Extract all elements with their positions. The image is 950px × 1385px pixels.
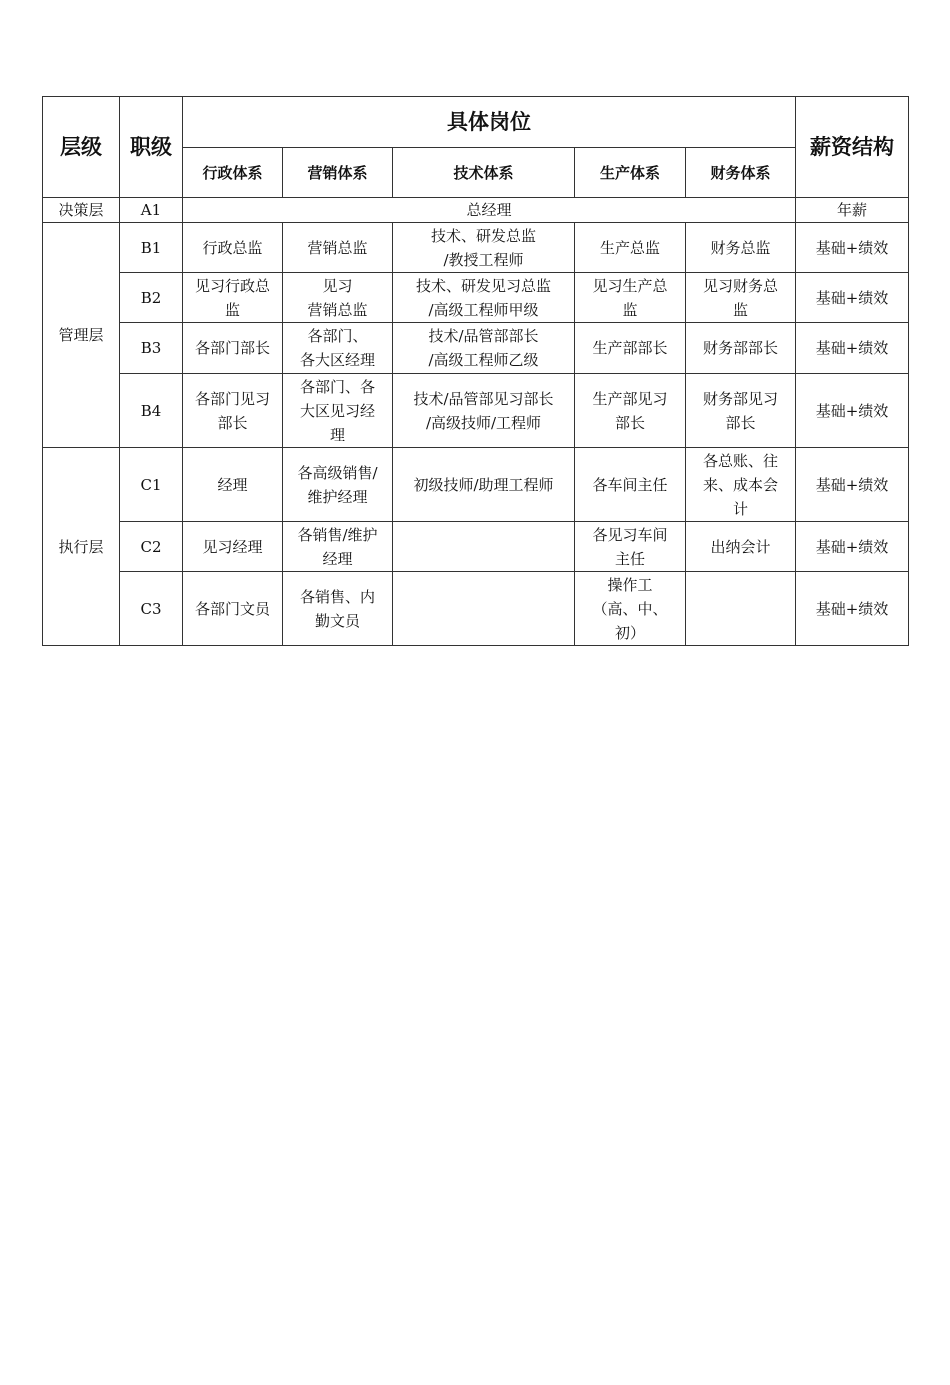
prod-cell: 各车间主任 — [575, 448, 686, 522]
salary-structure-table — [42, 96, 909, 646]
grade-cell: B1 — [120, 223, 183, 273]
tech-cell: 技术/品管部见习部长 /高级技师/工程师 — [393, 374, 575, 448]
fin-cell: 财务部见习 部长 — [686, 374, 796, 448]
tech-cell: 技术、研发见习总监 /高级工程师甲级 — [393, 273, 575, 323]
fin-cell: 各总账、往 来、成本会 计 — [686, 448, 796, 522]
salary-cell: 基础+绩效 — [796, 374, 909, 448]
prod-cell: 生产部部长 — [575, 323, 686, 374]
salary-cell: 基础+绩效 — [796, 323, 909, 374]
level-cell: 决策层 — [43, 198, 120, 223]
admin-cell: 各部门见习 部长 — [183, 374, 283, 448]
header-row-top — [43, 97, 909, 148]
prod-cell: 见习生产总 监 — [575, 273, 686, 323]
table-row — [43, 198, 909, 223]
sales-cell: 各销售/维护 经理 — [283, 522, 393, 572]
table-row — [43, 273, 909, 323]
header-system-tech: 技术体系 — [393, 148, 575, 198]
header-salary: 薪资结构 — [796, 97, 909, 198]
position-cell: 总经理 — [183, 198, 796, 223]
admin-cell: 各部门部长 — [183, 323, 283, 374]
grade-cell: C3 — [120, 572, 183, 646]
table-row — [43, 223, 909, 273]
prod-cell: 生产部见习 部长 — [575, 374, 686, 448]
prod-cell: 操作工 （高、中、 初） — [575, 572, 686, 646]
salary-cell: 基础+绩效 — [796, 223, 909, 273]
salary-cell: 年薪 — [796, 198, 909, 223]
table-row — [43, 572, 909, 646]
grade-cell: B4 — [120, 374, 183, 448]
sales-cell: 各部门、 各大区经理 — [283, 323, 393, 374]
sales-cell: 营销总监 — [283, 223, 393, 273]
prod-cell: 各见习车间 主任 — [575, 522, 686, 572]
admin-cell: 各部门文员 — [183, 572, 283, 646]
sales-cell: 见习 营销总监 — [283, 273, 393, 323]
fin-cell: 出纳会计 — [686, 522, 796, 572]
header-system-prod: 生产体系 — [575, 148, 686, 198]
tech-cell — [393, 572, 575, 646]
table-row — [43, 448, 909, 522]
table-row — [43, 374, 909, 448]
level-cell: 管理层 — [43, 223, 120, 448]
grade-cell: B3 — [120, 323, 183, 374]
admin-cell: 见习经理 — [183, 522, 283, 572]
sales-cell: 各高级销售/ 维护经理 — [283, 448, 393, 522]
prod-cell: 生产总监 — [575, 223, 686, 273]
fin-cell: 财务部部长 — [686, 323, 796, 374]
sales-cell: 各销售、内 勤文员 — [283, 572, 393, 646]
fin-cell: 财务总监 — [686, 223, 796, 273]
grade-cell: B2 — [120, 273, 183, 323]
tech-cell: 初级技师/助理工程师 — [393, 448, 575, 522]
admin-cell: 经理 — [183, 448, 283, 522]
admin-cell: 见习行政总 监 — [183, 273, 283, 323]
salary-cell: 基础+绩效 — [796, 522, 909, 572]
table-row — [43, 323, 909, 374]
fin-cell — [686, 572, 796, 646]
salary-cell: 基础+绩效 — [796, 448, 909, 522]
level-cell: 执行层 — [43, 448, 120, 646]
header-system-sales: 营销体系 — [283, 148, 393, 198]
header-system-admin: 行政体系 — [183, 148, 283, 198]
grade-cell: C2 — [120, 522, 183, 572]
salary-cell: 基础+绩效 — [796, 273, 909, 323]
sales-cell: 各部门、各 大区见习经 理 — [283, 374, 393, 448]
header-positions: 具体岗位 — [183, 97, 796, 148]
tech-cell — [393, 522, 575, 572]
salary-cell: 基础+绩效 — [796, 572, 909, 646]
fin-cell: 见习财务总 监 — [686, 273, 796, 323]
table-row — [43, 522, 909, 572]
tech-cell: 技术、研发总监 /教授工程师 — [393, 223, 575, 273]
header-level: 层级 — [43, 97, 120, 198]
header-system-fin: 财务体系 — [686, 148, 796, 198]
grade-cell: A1 — [120, 198, 183, 223]
admin-cell: 行政总监 — [183, 223, 283, 273]
header-grade: 职级 — [120, 97, 183, 198]
grade-cell: C1 — [120, 448, 183, 522]
tech-cell: 技术/品管部部长 /高级工程师乙级 — [393, 323, 575, 374]
